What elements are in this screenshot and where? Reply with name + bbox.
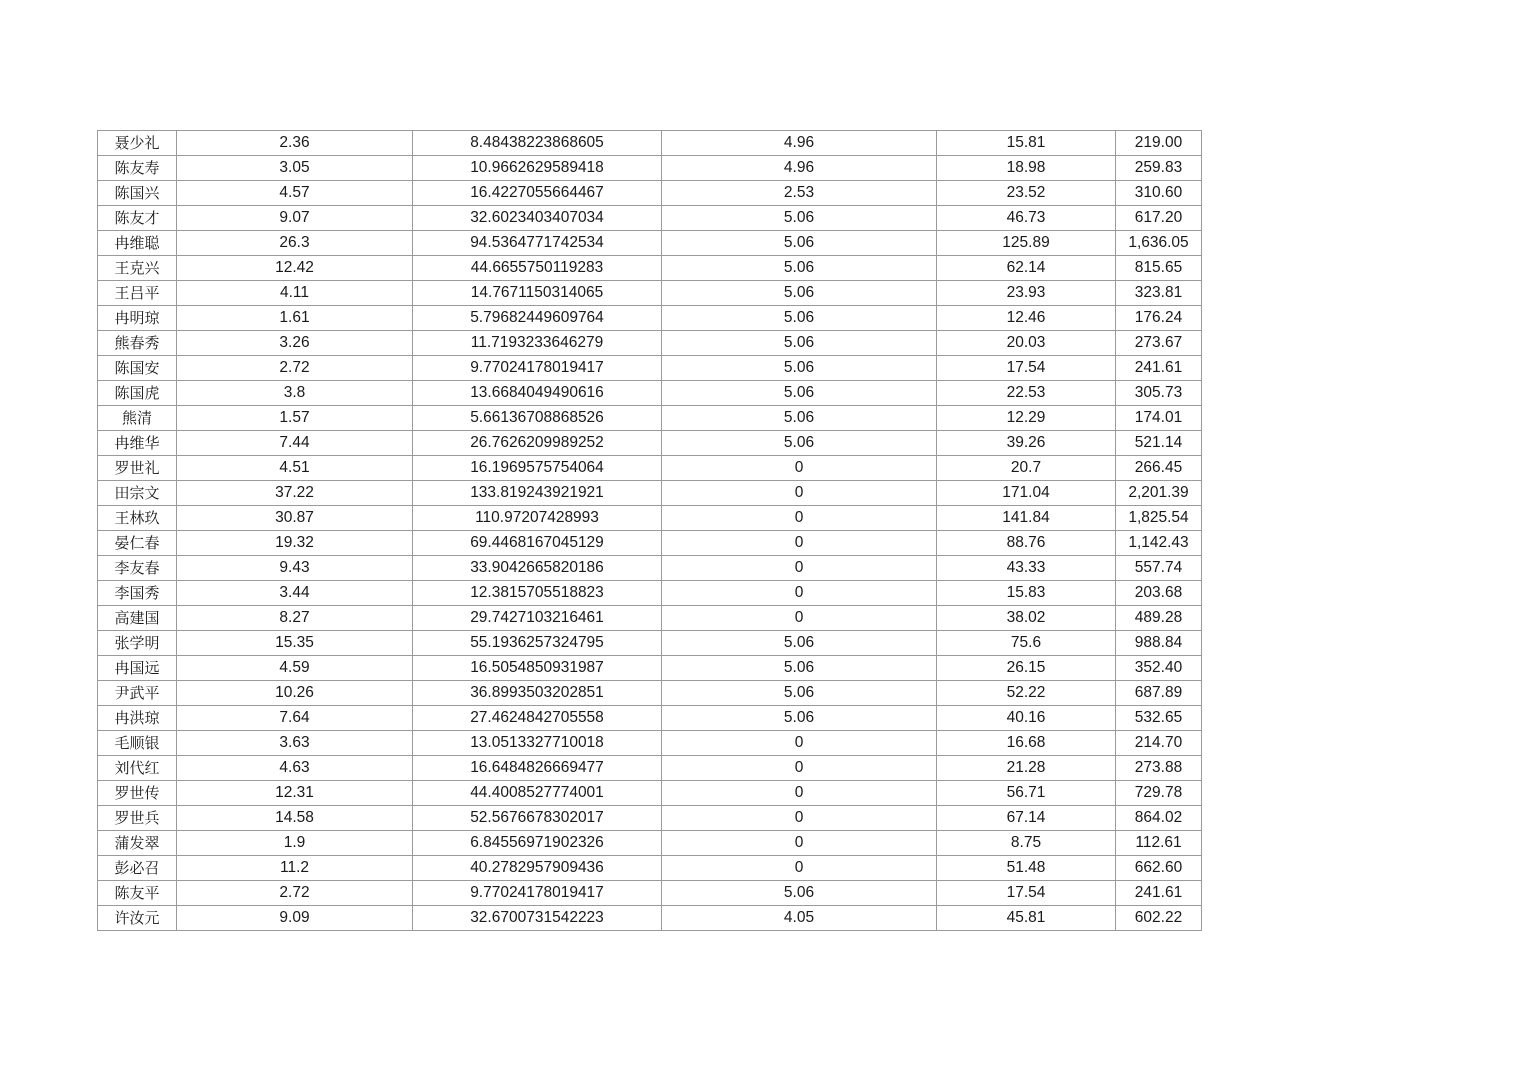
value-cell-4: 67.14 — [937, 806, 1116, 831]
name-cell: 蒲发翠 — [98, 831, 177, 856]
table-row — [98, 681, 1202, 706]
value-cell-4: 21.28 — [937, 756, 1116, 781]
name-cell: 陈友平 — [98, 881, 177, 906]
value-cell-3: 0 — [662, 756, 937, 781]
value-cell-5: 305.73 — [1116, 381, 1202, 406]
value-cell-2: 14.7671150314065 — [413, 281, 662, 306]
name-cell: 罗世传 — [98, 781, 177, 806]
value-cell-2: 11.7193233646279 — [413, 331, 662, 356]
value-cell-5: 241.61 — [1116, 881, 1202, 906]
value-cell-1: 9.09 — [177, 906, 413, 931]
value-cell-5: 214.70 — [1116, 731, 1202, 756]
value-cell-4: 16.68 — [937, 731, 1116, 756]
value-cell-2: 32.6023403407034 — [413, 206, 662, 231]
table-row — [98, 881, 1202, 906]
value-cell-2: 27.4624842705558 — [413, 706, 662, 731]
value-cell-3: 5.06 — [662, 881, 937, 906]
value-cell-3: 5.06 — [662, 281, 937, 306]
value-cell-1: 3.05 — [177, 156, 413, 181]
name-cell: 熊清 — [98, 406, 177, 431]
value-cell-3: 0 — [662, 556, 937, 581]
value-cell-4: 15.81 — [937, 131, 1116, 156]
table-row — [98, 431, 1202, 456]
value-cell-1: 7.44 — [177, 431, 413, 456]
name-cell: 李友春 — [98, 556, 177, 581]
value-cell-3: 5.06 — [662, 256, 937, 281]
value-cell-3: 5.06 — [662, 706, 937, 731]
value-cell-5: 273.67 — [1116, 331, 1202, 356]
table-row — [98, 156, 1202, 181]
value-cell-3: 0 — [662, 581, 937, 606]
value-cell-1: 12.42 — [177, 256, 413, 281]
table-row — [98, 806, 1202, 831]
value-cell-5: 273.88 — [1116, 756, 1202, 781]
value-cell-1: 9.07 — [177, 206, 413, 231]
table-row — [98, 756, 1202, 781]
value-cell-2: 12.3815705518823 — [413, 581, 662, 606]
value-cell-1: 4.11 — [177, 281, 413, 306]
value-cell-2: 110.97207428993 — [413, 506, 662, 531]
value-cell-5: 617.20 — [1116, 206, 1202, 231]
table-row — [98, 706, 1202, 731]
value-cell-2: 29.7427103216461 — [413, 606, 662, 631]
name-cell: 聂少礼 — [98, 131, 177, 156]
value-cell-3: 5.06 — [662, 331, 937, 356]
value-cell-1: 4.63 — [177, 756, 413, 781]
table-row — [98, 131, 1202, 156]
value-cell-3: 4.05 — [662, 906, 937, 931]
value-cell-5: 259.83 — [1116, 156, 1202, 181]
value-cell-5: 662.60 — [1116, 856, 1202, 881]
value-cell-3: 0 — [662, 831, 937, 856]
value-cell-5: 219.00 — [1116, 131, 1202, 156]
value-cell-5: 815.65 — [1116, 256, 1202, 281]
value-cell-2: 16.4227055664467 — [413, 181, 662, 206]
value-cell-1: 14.58 — [177, 806, 413, 831]
value-cell-1: 4.57 — [177, 181, 413, 206]
value-cell-4: 171.04 — [937, 481, 1116, 506]
value-cell-3: 0 — [662, 456, 937, 481]
name-cell: 李国秀 — [98, 581, 177, 606]
table-row — [98, 256, 1202, 281]
value-cell-5: 988.84 — [1116, 631, 1202, 656]
value-cell-2: 16.6484826669477 — [413, 756, 662, 781]
value-cell-4: 15.83 — [937, 581, 1116, 606]
value-cell-1: 9.43 — [177, 556, 413, 581]
value-cell-1: 8.27 — [177, 606, 413, 631]
value-cell-3: 5.06 — [662, 231, 937, 256]
value-cell-3: 0 — [662, 506, 937, 531]
value-cell-2: 5.79682449609764 — [413, 306, 662, 331]
value-cell-4: 39.26 — [937, 431, 1116, 456]
value-cell-4: 52.22 — [937, 681, 1116, 706]
name-cell: 彭必召 — [98, 856, 177, 881]
value-cell-1: 7.64 — [177, 706, 413, 731]
name-cell: 王吕平 — [98, 281, 177, 306]
value-cell-2: 10.9662629589418 — [413, 156, 662, 181]
value-cell-5: 323.81 — [1116, 281, 1202, 306]
value-cell-3: 5.06 — [662, 681, 937, 706]
value-cell-5: 729.78 — [1116, 781, 1202, 806]
value-cell-3: 0 — [662, 781, 937, 806]
value-cell-1: 4.59 — [177, 656, 413, 681]
value-cell-4: 12.46 — [937, 306, 1116, 331]
value-cell-4: 40.16 — [937, 706, 1116, 731]
table-row — [98, 181, 1202, 206]
name-cell: 刘代红 — [98, 756, 177, 781]
value-cell-2: 9.77024178019417 — [413, 881, 662, 906]
value-cell-2: 44.4008527774001 — [413, 781, 662, 806]
name-cell: 高建国 — [98, 606, 177, 631]
table-row — [98, 781, 1202, 806]
value-cell-1: 10.26 — [177, 681, 413, 706]
value-cell-4: 51.48 — [937, 856, 1116, 881]
value-cell-2: 8.48438223868605 — [413, 131, 662, 156]
value-cell-5: 557.74 — [1116, 556, 1202, 581]
value-cell-1: 1.57 — [177, 406, 413, 431]
value-cell-1: 3.63 — [177, 731, 413, 756]
value-cell-4: 20.03 — [937, 331, 1116, 356]
value-cell-1: 11.2 — [177, 856, 413, 881]
name-cell: 陈国兴 — [98, 181, 177, 206]
value-cell-4: 18.98 — [937, 156, 1116, 181]
value-cell-4: 8.75 — [937, 831, 1116, 856]
value-cell-3: 0 — [662, 731, 937, 756]
name-cell: 冉维华 — [98, 431, 177, 456]
value-cell-1: 3.8 — [177, 381, 413, 406]
value-cell-1: 2.72 — [177, 881, 413, 906]
name-cell: 张学明 — [98, 631, 177, 656]
name-cell: 尹武平 — [98, 681, 177, 706]
value-cell-1: 3.26 — [177, 331, 413, 356]
table-row — [98, 631, 1202, 656]
value-cell-4: 17.54 — [937, 881, 1116, 906]
table-row — [98, 231, 1202, 256]
value-cell-4: 38.02 — [937, 606, 1116, 631]
value-cell-5: 489.28 — [1116, 606, 1202, 631]
value-cell-3: 5.06 — [662, 356, 937, 381]
value-cell-1: 3.44 — [177, 581, 413, 606]
value-cell-3: 0 — [662, 481, 937, 506]
value-cell-3: 5.06 — [662, 206, 937, 231]
table-row — [98, 206, 1202, 231]
value-cell-3: 0 — [662, 606, 937, 631]
data-table — [97, 130, 1202, 931]
table-body — [98, 131, 1202, 931]
value-cell-2: 13.6684049490616 — [413, 381, 662, 406]
table-row — [98, 606, 1202, 631]
table-row — [98, 481, 1202, 506]
value-cell-3: 0 — [662, 531, 937, 556]
value-cell-3: 5.06 — [662, 306, 937, 331]
table-row — [98, 556, 1202, 581]
value-cell-3: 5.06 — [662, 406, 937, 431]
value-cell-5: 112.61 — [1116, 831, 1202, 856]
value-cell-5: 241.61 — [1116, 356, 1202, 381]
value-cell-4: 22.53 — [937, 381, 1116, 406]
value-cell-5: 521.14 — [1116, 431, 1202, 456]
name-cell: 王林玖 — [98, 506, 177, 531]
value-cell-4: 26.15 — [937, 656, 1116, 681]
table-row — [98, 406, 1202, 431]
name-cell: 罗世礼 — [98, 456, 177, 481]
name-cell: 冉维聪 — [98, 231, 177, 256]
value-cell-5: 1,825.54 — [1116, 506, 1202, 531]
value-cell-2: 55.1936257324795 — [413, 631, 662, 656]
value-cell-2: 33.9042665820186 — [413, 556, 662, 581]
value-cell-2: 52.5676678302017 — [413, 806, 662, 831]
value-cell-2: 69.4468167045129 — [413, 531, 662, 556]
value-cell-1: 15.35 — [177, 631, 413, 656]
value-cell-3: 5.06 — [662, 631, 937, 656]
value-cell-5: 203.68 — [1116, 581, 1202, 606]
value-cell-2: 44.6655750119283 — [413, 256, 662, 281]
value-cell-2: 9.77024178019417 — [413, 356, 662, 381]
value-cell-3: 0 — [662, 856, 937, 881]
table-row — [98, 381, 1202, 406]
value-cell-5: 532.65 — [1116, 706, 1202, 731]
name-cell: 冉国远 — [98, 656, 177, 681]
value-cell-5: 176.24 — [1116, 306, 1202, 331]
table-row — [98, 531, 1202, 556]
value-cell-4: 20.7 — [937, 456, 1116, 481]
table-row — [98, 506, 1202, 531]
table-row — [98, 731, 1202, 756]
table-row — [98, 906, 1202, 931]
value-cell-5: 174.01 — [1116, 406, 1202, 431]
table-row — [98, 281, 1202, 306]
name-cell: 陈国虎 — [98, 381, 177, 406]
value-cell-4: 17.54 — [937, 356, 1116, 381]
value-cell-1: 37.22 — [177, 481, 413, 506]
value-cell-4: 23.93 — [937, 281, 1116, 306]
name-cell: 陈国安 — [98, 356, 177, 381]
value-cell-4: 141.84 — [937, 506, 1116, 531]
value-cell-5: 352.40 — [1116, 656, 1202, 681]
value-cell-2: 36.8993503202851 — [413, 681, 662, 706]
table-row — [98, 856, 1202, 881]
value-cell-2: 40.2782957909436 — [413, 856, 662, 881]
value-cell-3: 4.96 — [662, 156, 937, 181]
value-cell-1: 12.31 — [177, 781, 413, 806]
value-cell-3: 5.06 — [662, 381, 937, 406]
value-cell-4: 56.71 — [937, 781, 1116, 806]
value-cell-1: 1.9 — [177, 831, 413, 856]
value-cell-1: 2.72 — [177, 356, 413, 381]
value-cell-3: 5.06 — [662, 431, 937, 456]
value-cell-5: 687.89 — [1116, 681, 1202, 706]
table-row — [98, 656, 1202, 681]
value-cell-2: 16.1969575754064 — [413, 456, 662, 481]
value-cell-5: 2,201.39 — [1116, 481, 1202, 506]
value-cell-4: 88.76 — [937, 531, 1116, 556]
name-cell: 熊春秀 — [98, 331, 177, 356]
value-cell-1: 1.61 — [177, 306, 413, 331]
value-cell-1: 4.51 — [177, 456, 413, 481]
value-cell-4: 75.6 — [937, 631, 1116, 656]
value-cell-4: 23.52 — [937, 181, 1116, 206]
value-cell-1: 30.87 — [177, 506, 413, 531]
value-cell-3: 0 — [662, 806, 937, 831]
table-row — [98, 331, 1202, 356]
value-cell-2: 94.5364771742534 — [413, 231, 662, 256]
name-cell: 田宗文 — [98, 481, 177, 506]
value-cell-3: 5.06 — [662, 656, 937, 681]
table-row — [98, 456, 1202, 481]
table-row — [98, 831, 1202, 856]
value-cell-2: 32.6700731542223 — [413, 906, 662, 931]
table-row — [98, 306, 1202, 331]
value-cell-1: 26.3 — [177, 231, 413, 256]
value-cell-5: 1,142.43 — [1116, 531, 1202, 556]
value-cell-5: 602.22 — [1116, 906, 1202, 931]
name-cell: 毛顺银 — [98, 731, 177, 756]
table-row — [98, 581, 1202, 606]
name-cell: 王克兴 — [98, 256, 177, 281]
value-cell-3: 2.53 — [662, 181, 937, 206]
value-cell-5: 310.60 — [1116, 181, 1202, 206]
value-cell-3: 4.96 — [662, 131, 937, 156]
name-cell: 晏仁春 — [98, 531, 177, 556]
table-row — [98, 356, 1202, 381]
value-cell-2: 26.7626209989252 — [413, 431, 662, 456]
value-cell-1: 2.36 — [177, 131, 413, 156]
name-cell: 冉洪琼 — [98, 706, 177, 731]
value-cell-4: 46.73 — [937, 206, 1116, 231]
name-cell: 陈友寿 — [98, 156, 177, 181]
name-cell: 冉明琼 — [98, 306, 177, 331]
value-cell-1: 19.32 — [177, 531, 413, 556]
value-cell-5: 864.02 — [1116, 806, 1202, 831]
value-cell-4: 125.89 — [937, 231, 1116, 256]
value-cell-2: 133.819243921921 — [413, 481, 662, 506]
name-cell: 罗世兵 — [98, 806, 177, 831]
value-cell-2: 5.66136708868526 — [413, 406, 662, 431]
value-cell-4: 45.81 — [937, 906, 1116, 931]
value-cell-4: 62.14 — [937, 256, 1116, 281]
value-cell-4: 43.33 — [937, 556, 1116, 581]
name-cell: 陈友才 — [98, 206, 177, 231]
value-cell-2: 6.84556971902326 — [413, 831, 662, 856]
value-cell-2: 16.5054850931987 — [413, 656, 662, 681]
name-cell: 许汝元 — [98, 906, 177, 931]
value-cell-2: 13.0513327710018 — [413, 731, 662, 756]
value-cell-5: 1,636.05 — [1116, 231, 1202, 256]
value-cell-4: 12.29 — [937, 406, 1116, 431]
value-cell-5: 266.45 — [1116, 456, 1202, 481]
